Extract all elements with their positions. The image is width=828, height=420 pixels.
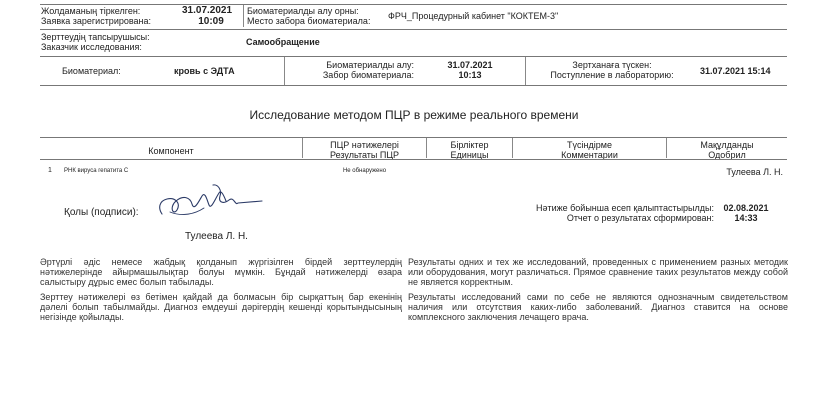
collection-time: 10:13 [458,70,482,80]
row-component: РНК вируса гепатита C [64,168,129,174]
column-header-line: Түсіндірме [567,140,612,150]
report-time: 14:33 [734,213,758,223]
biomaterial-label: Биоматериал: [62,66,121,76]
row-number: 1 [48,167,52,174]
collection-date: 31.07.2021 [447,60,493,70]
signature-name: Тулеева Л. Н. [185,231,248,242]
column-header-line: Единицы [450,150,489,160]
divider [284,57,285,85]
divider [40,4,787,5]
registration-time: 10:09 [198,16,224,27]
lab-arrival-value: 31.07.2021 15:14 [700,66,771,76]
column-header-approved [667,140,787,160]
divider [40,85,787,86]
column-header-line: Комментарии [561,150,618,160]
customer-label-ru: Заказчик исследования: [41,42,142,52]
report-datetime [716,203,776,223]
collection-place-value: ФРЧ_Процедурный кабинет "КОКТЕМ-3" [388,11,559,21]
report-label-kz: Нәтиже бойынша есеп қалыптастырылды: [535,203,714,213]
collection-place-label-ru: Место забора биоматериала: [247,16,371,26]
registration-datetime [182,5,240,27]
lab-arrival-label [528,60,696,80]
lab-arrival-label-ru: Поступление в лабораторию: [550,70,674,80]
column-header-result [303,140,426,160]
table-top-border [40,137,787,138]
collection-label-kz: Биоматериалды алу: [326,60,414,70]
column-header-line: ПЦР нәтижелері [330,140,399,150]
biomaterial-value: кровь с ЭДТА [174,66,235,76]
report-label [450,203,714,223]
column-header-line: Компонент [148,146,194,156]
divider [525,57,526,85]
section-title: Исследование методом ПЦР в режиме реального времени [249,108,579,122]
row-approved: Тулеева Л. Н. [726,167,783,177]
table-header-border [40,159,787,160]
registration-label [41,6,176,26]
collection-label-ru: Забор биоматериала: [322,70,414,80]
column-header-line: Бірліктер [450,140,489,150]
collection-place-label [247,6,387,26]
column-header-line: Мақұлданды [700,140,754,150]
disclaimer-ru-1: Результаты одних и тех же исследований, проведенных с применением разных методик или оборудования, могут различаться. Прямое сравнение таких результатов между собой не является корректным. [408,257,788,287]
disclaimer-kz-2: Зерттеу нәтижелері өз бетімен қайдай да болмасын бір сырқаттың бар екенінің дәлелі болып табылмайды. Диагноз емдеуші дәрігердің кешенді қорытындысының негізінде қойылады. [40,292,402,322]
disclaimer-ru-2: Результаты исследований сами по себе не являются однозначным свидетельством наличия или отсутствия каких-либо заболеваний. Диагноз ставится на основе комплексного заключения лечащего врача. [408,292,788,322]
report-date: 02.08.2021 [723,203,769,213]
customer-label-kz: Зерттеудің тапсырушысы: [41,32,150,42]
divider [243,5,244,27]
row-result: Не обнаружено [342,168,387,174]
column-header-component [40,146,302,156]
registration-date: 31.07.2021 [182,5,233,16]
handwritten-signature [150,181,270,221]
collection-datetime [422,60,518,80]
customer-label [41,32,231,52]
registration-label-kz: Жолдаманың тіркелген: [41,6,141,16]
column-header-line: Одобрил [708,150,746,160]
customer-value: Самообращение [246,37,320,47]
divider [40,29,787,30]
column-header-line: Результаты ПЦР [329,150,400,160]
collection-place-label-kz: Биоматериалды алу орны: [247,6,359,16]
registration-label-ru: Заявка зарегистрирована: [41,16,152,26]
disclaimer-kz-1: Әртүрлі әдіс немесе жабдық қолданып жүргізілген бірдей зерттеулердің нәтижелерінде айырмашылықтар болуы мүмкін. Бұндай нәтижелерді өзара салыстыру дұрыс емес болып табылады. [40,257,402,287]
column-header-comment [513,140,666,160]
lab-arrival-label-kz: Зертханаға түскен: [572,60,652,70]
column-header-units [427,140,512,160]
divider [40,56,787,57]
signature-label: Қолы (подписи): [64,207,139,218]
report-label-ru: Отчет о результатах сформирован: [566,213,714,223]
collection-label [288,60,414,80]
